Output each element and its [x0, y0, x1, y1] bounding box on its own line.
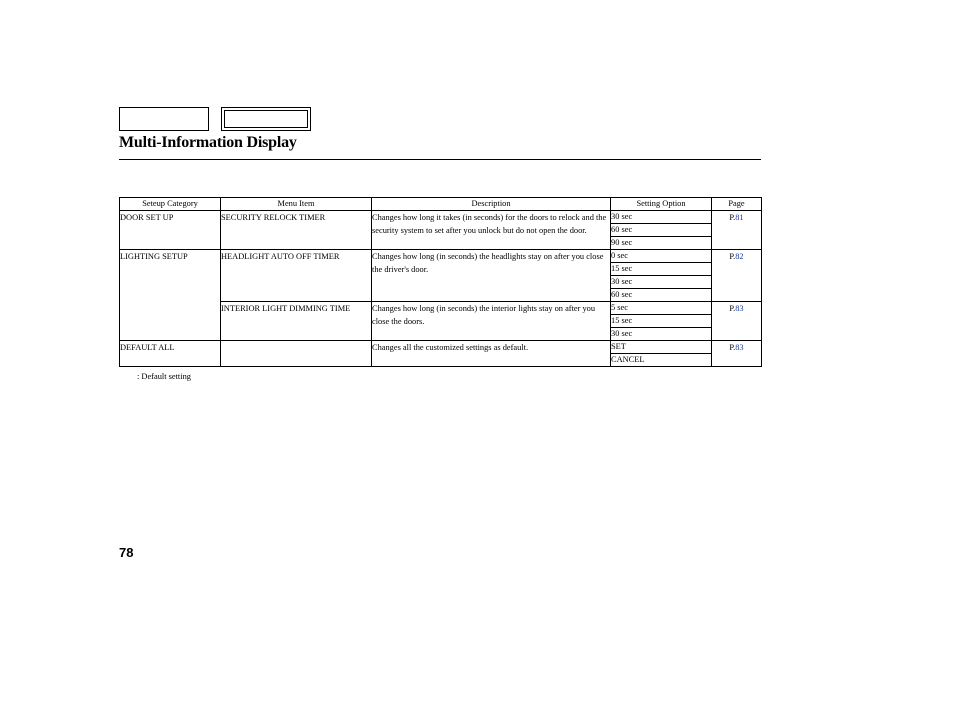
page-title: Multi-Information Display: [119, 134, 297, 151]
page-reference[interactable]: [712, 341, 762, 367]
column-header-page: Page: [712, 198, 762, 211]
default-setting-footnote: : Default setting: [137, 372, 191, 381]
table-header-row: [120, 198, 762, 211]
setting-option: 15 sec: [611, 263, 712, 276]
setting-option: 30 sec: [611, 276, 712, 289]
description-cell: Changes all the customized settings as default.: [372, 341, 611, 367]
page-reference[interactable]: [712, 250, 762, 302]
page-prefix: P.: [729, 304, 736, 313]
column-header-description: Description: [372, 198, 611, 211]
column-header-setting-option: Setting Option: [611, 198, 712, 211]
setting-option: 0 sec: [611, 250, 712, 263]
setting-option: SET: [611, 341, 712, 354]
menu-item-cell: HEADLIGHT AUTO OFF TIMER: [221, 250, 372, 302]
nav-tab-box-2[interactable]: [221, 107, 311, 131]
setting-option: 90 sec: [611, 237, 712, 250]
page-reference[interactable]: [712, 211, 762, 250]
nav-tab-box-1[interactable]: [119, 107, 209, 131]
category-cell: DEFAULT ALL: [120, 341, 221, 367]
column-header-category: Seteup Category: [120, 198, 221, 211]
page-link-number[interactable]: 81: [735, 213, 744, 222]
description-cell: Changes how long (in seconds) the headlights stay on after you close the driver's door.: [372, 250, 611, 302]
setting-option: CANCEL: [611, 354, 712, 367]
column-header-menu-item: Menu Item: [221, 198, 372, 211]
menu-item-cell: SECURITY RELOCK TIMER: [221, 211, 372, 250]
page-link-number[interactable]: 83: [735, 343, 744, 352]
page-prefix: P.: [729, 252, 736, 261]
description-cell: Changes how long it takes (in seconds) for the doors to relock and the security system to set after you unlock but do not open the door.: [372, 211, 611, 250]
setting-option: 60 sec: [611, 224, 712, 237]
category-cell: DOOR SET UP: [120, 211, 221, 250]
category-cell: LIGHTING SETUP: [120, 250, 221, 341]
description-cell: Changes how long (in seconds) the interior lights stay on after you close the doors.: [372, 302, 611, 341]
setting-option: 15 sec: [611, 315, 712, 328]
page-link-number[interactable]: 82: [735, 252, 744, 261]
setting-option: 30 sec: [611, 328, 712, 341]
setting-option: 30 sec: [611, 211, 712, 224]
page-number: 78: [119, 545, 134, 560]
page-reference[interactable]: [712, 302, 762, 341]
settings-table: [119, 197, 762, 367]
page-prefix: P.: [729, 343, 736, 352]
menu-item-cell: INTERIOR LIGHT DIMMING TIME: [221, 302, 372, 341]
setting-option: 5 sec: [611, 302, 712, 315]
page-link-number[interactable]: 83: [735, 304, 744, 313]
table-row: [120, 250, 762, 263]
title-divider: [119, 159, 761, 160]
setting-option: 60 sec: [611, 289, 712, 302]
page-prefix: P.: [729, 213, 736, 222]
table-row: [120, 341, 762, 354]
menu-item-cell: [221, 341, 372, 367]
table-row: [120, 211, 762, 224]
